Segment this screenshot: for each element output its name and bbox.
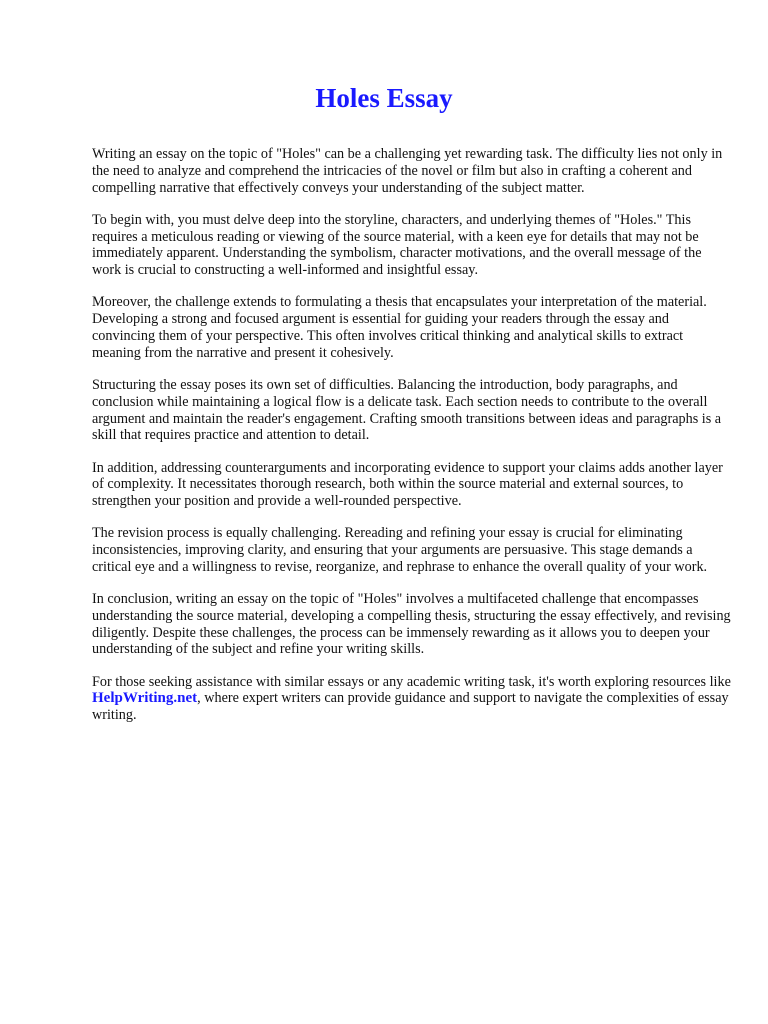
paragraph-storyline: To begin with, you must delve deep into the storyline, characters, and underlying themes of "Holes." This requires a meticulous reading or viewing of the source material, with a keen eye for details that may not be immediately apparent. Understanding the symbolism, character motivations, and the overall message of the work is crucial to constructing a well-informed and insightful essay. bbox=[92, 211, 702, 279]
paragraph-intro: Writing an essay on the topic of "Holes" can be a challenging yet rewarding task. The difficulty lies not only in the need to analyze and comprehend the intricacies of the novel or film but also in crafting a coherent and compelling narrative that effectively conveys your understanding of the subject matter. bbox=[92, 146, 723, 196]
page-title: Holes Essay bbox=[315, 83, 453, 113]
paragraph-revision: The revision process is equally challenging. Rereading and refining your essay is crucial for eliminating inconsistencies, improving clarity, and ensuring that your arguments are persuasive. This stage demands a critical eye and a willingness to revise, reorganize, and rephrase to enhance the overall quality of your work. bbox=[92, 525, 708, 575]
resources-text-before: For those seeking assistance with similar essays or any academic writing task, it's worth exploring resources like bbox=[92, 673, 731, 690]
resources-text-after: , where expert writers can provide guidance and support to navigate the complexities of essay writing. bbox=[92, 690, 729, 724]
paragraph-conclusion: In conclusion, writing an essay on the topic of "Holes" involves a multifaceted challenge that encompasses understanding the source material, developing a compelling thesis, structuring the essay effectively, and revising diligently. Despite these challenges, the process can be immensely rewarding as it allows you to deepen your understanding of the subject and refine your writing skills. bbox=[92, 591, 731, 658]
essay-body bbox=[92, 146, 732, 739]
helpwriting-link[interactable]: HelpWriting.net bbox=[92, 690, 198, 707]
paragraph-resources bbox=[92, 674, 732, 724]
paragraph-thesis: Moreover, the challenge extends to formulating a thesis that encapsulates your interpretation of the material. Developing a strong and focused argument is essential for guiding your readers through the essay and convincing them of your perspective. This often involves critical thinking and analytical skills to extract meaning from the narrative and present it cohesively. bbox=[92, 294, 707, 361]
paragraph-structure: Structuring the essay poses its own set of difficulties. Balancing the introduction, body paragraphs, and conclusion while maintaining a logical flow is a delicate task. Each section needs to contribute to the overall argument and maintain the reader's engagement. Crafting smooth transitions between ideas and paragraphs is a skill that requires practice and attention to detail. bbox=[92, 376, 722, 444]
paragraph-counterarguments: In addition, addressing counterarguments and incorporating evidence to support your claims adds another layer of complexity. It necessitates thorough research, both within the source material and external sources, to strengthen your position and provide a well-rounded perspective. bbox=[92, 459, 723, 510]
